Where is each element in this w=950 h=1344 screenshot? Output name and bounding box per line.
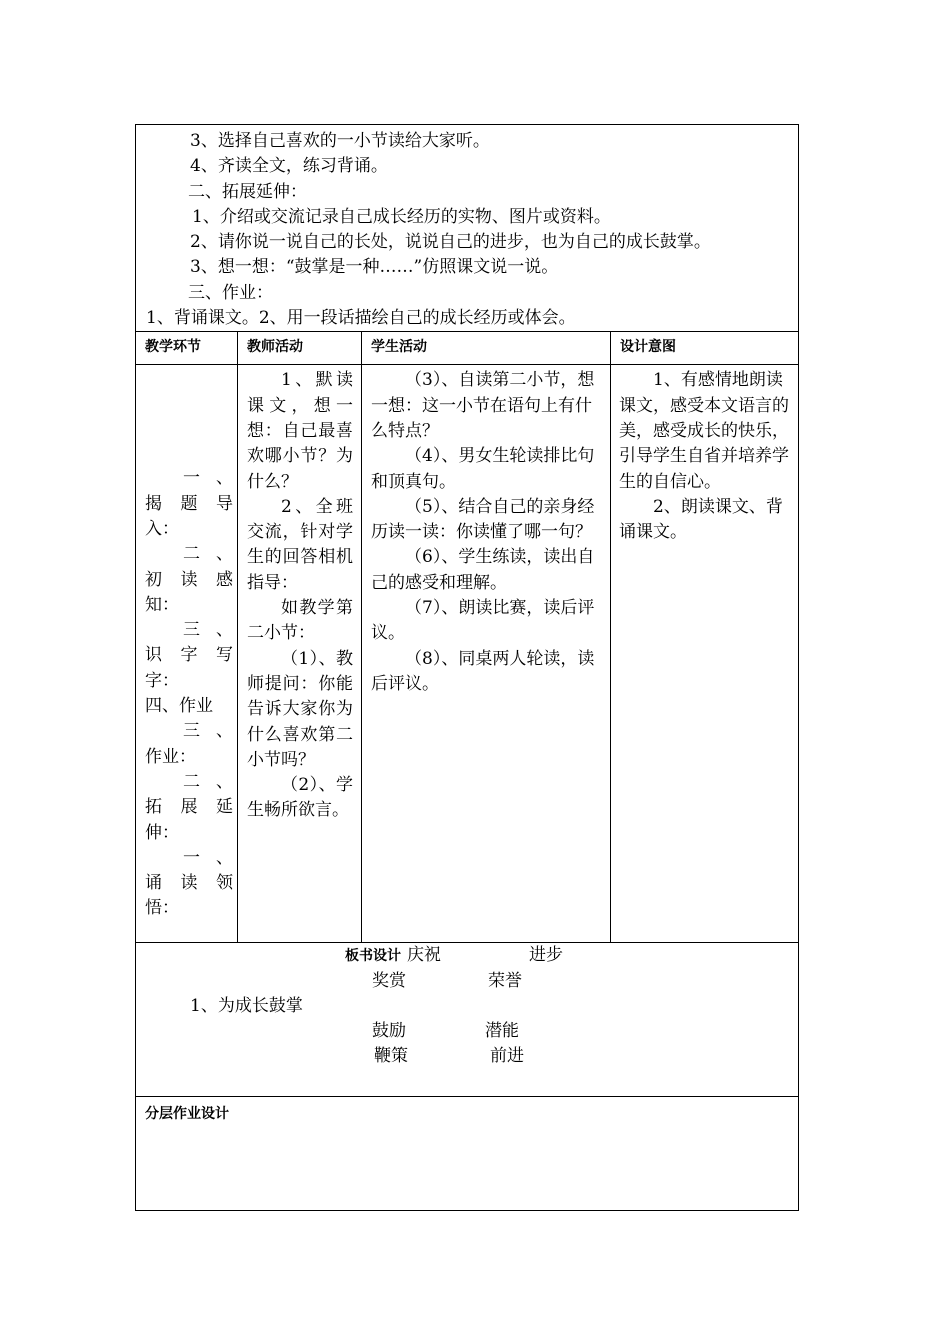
board-word: 潜能 [485, 1021, 519, 1042]
header-student-activity: 学生活动 [362, 332, 611, 365]
board-word: 庆祝 [407, 945, 441, 966]
student-activity-cell [362, 365, 611, 943]
board-design-cell [136, 943, 799, 1097]
teacher-paragraph: 如教学第二小节： [247, 598, 353, 644]
intent-paragraph: 2、朗读课文、背诵课文。 [619, 496, 783, 543]
board-word: 鼓励 [372, 1021, 406, 1042]
stage-line: 二、 [183, 544, 233, 565]
homework-label: 分层作业设计 [145, 1106, 229, 1123]
student-paragraph: （4）、男女生轮读排比句和顶真句。 [371, 446, 595, 492]
stage-line: 作业： [145, 746, 196, 767]
student-paragraph: （6）、学生练读，读出自己的感受和理解。 [371, 547, 595, 593]
student-paragraph: （5）、结合自己的亲身经历读一读：你读懂了哪一句？ [371, 496, 595, 543]
intro-line: 1、背诵课文。2、用一段话描绘自己的成长经历或体会。 [146, 308, 576, 329]
stage-line: 知： [145, 594, 179, 615]
board-word: 进步 [529, 945, 563, 966]
board-word: 前进 [490, 1046, 524, 1067]
header-row [136, 332, 799, 365]
stage-line: 伸： [145, 822, 179, 843]
header-design-intent: 设计意图 [611, 332, 799, 365]
board-title: 1、为成长鼓掌 [190, 996, 303, 1017]
intro-line: 3、选择自己喜欢的一小节读给大家听。 [190, 131, 490, 151]
teacher-paragraph: （2）、学生畅所欲言。 [247, 775, 353, 821]
student-paragraph: （8）、同桌两人轮读，读后评议。 [371, 648, 595, 694]
stage-line: 四、作业 [145, 696, 213, 717]
teacher-activity-cell [238, 365, 362, 943]
intro-line: 2、请你说一说自己的长处，说说自己的进步，也为自己的成长鼓掌。 [190, 232, 711, 253]
board-word: 奖赏 [372, 971, 406, 992]
content-row [136, 365, 799, 943]
stage-line: 一、 [183, 468, 233, 489]
homework-row [136, 1097, 799, 1211]
intro-line: 1、介绍或交流记录自己成长经历的实物、图片或资料。 [192, 206, 611, 227]
student-paragraph: （7）、朗读比赛，读后评议。 [371, 598, 595, 644]
intro-cell [136, 125, 799, 332]
teacher-paragraph: （1）、教师提问：你能告诉大家你为什么喜欢第二小节吗？ [247, 648, 353, 770]
board-design-row [136, 943, 799, 1097]
stage-line: 初读感 [145, 569, 233, 590]
intro-line: 二、拓展延伸： [188, 181, 307, 202]
design-intent-cell [611, 365, 799, 943]
stage-line: 识字写 [145, 645, 233, 666]
stage-line: 二、 [183, 771, 233, 792]
stage-line: 一、 [183, 847, 233, 868]
intro-line: 三、作业： [188, 282, 273, 303]
intro-row [136, 125, 799, 332]
stage-line: 三、 [183, 620, 233, 641]
stage-line: 字： [145, 670, 179, 691]
intent-paragraph: 1、有感情地朗读课文，感受本文语言的美，感受成长的快乐，引导学生自省并培养学生的自信心。 [619, 370, 789, 492]
stage-line: 揭题导 [145, 493, 233, 514]
board-design-label: 板书设计 [345, 948, 401, 965]
stage-line: 诵读领 [145, 873, 233, 894]
stage-line: 入： [145, 518, 179, 539]
stage-line: 三、 [183, 721, 233, 742]
teaching-stage-cell [136, 365, 238, 943]
student-paragraph: （3）、自读第二小节，想一想：这一小节在语句上有什么特点？ [371, 370, 595, 441]
teacher-paragraph: 1、默读课文，想一想：自己最喜欢哪小节？为什么？ [247, 370, 353, 492]
lesson-plan-table [135, 124, 799, 1211]
homework-cell [136, 1097, 799, 1211]
board-word: 荣誉 [488, 971, 522, 992]
intro-line: 3、想一想：“鼓掌是一种……”仿照课文说一说。 [190, 257, 559, 278]
header-teaching-stage: 教学环节 [136, 332, 238, 365]
board-word: 鞭策 [374, 1046, 408, 1067]
stage-line: 拓展延 [145, 797, 233, 818]
teacher-paragraph: 2、全班交流，针对学生的回答相机指导： [247, 496, 353, 593]
intro-line: 4、齐读全文，练习背诵。 [190, 156, 388, 177]
header-teacher-activity: 教师活动 [238, 332, 362, 365]
stage-line: 悟： [145, 898, 179, 919]
